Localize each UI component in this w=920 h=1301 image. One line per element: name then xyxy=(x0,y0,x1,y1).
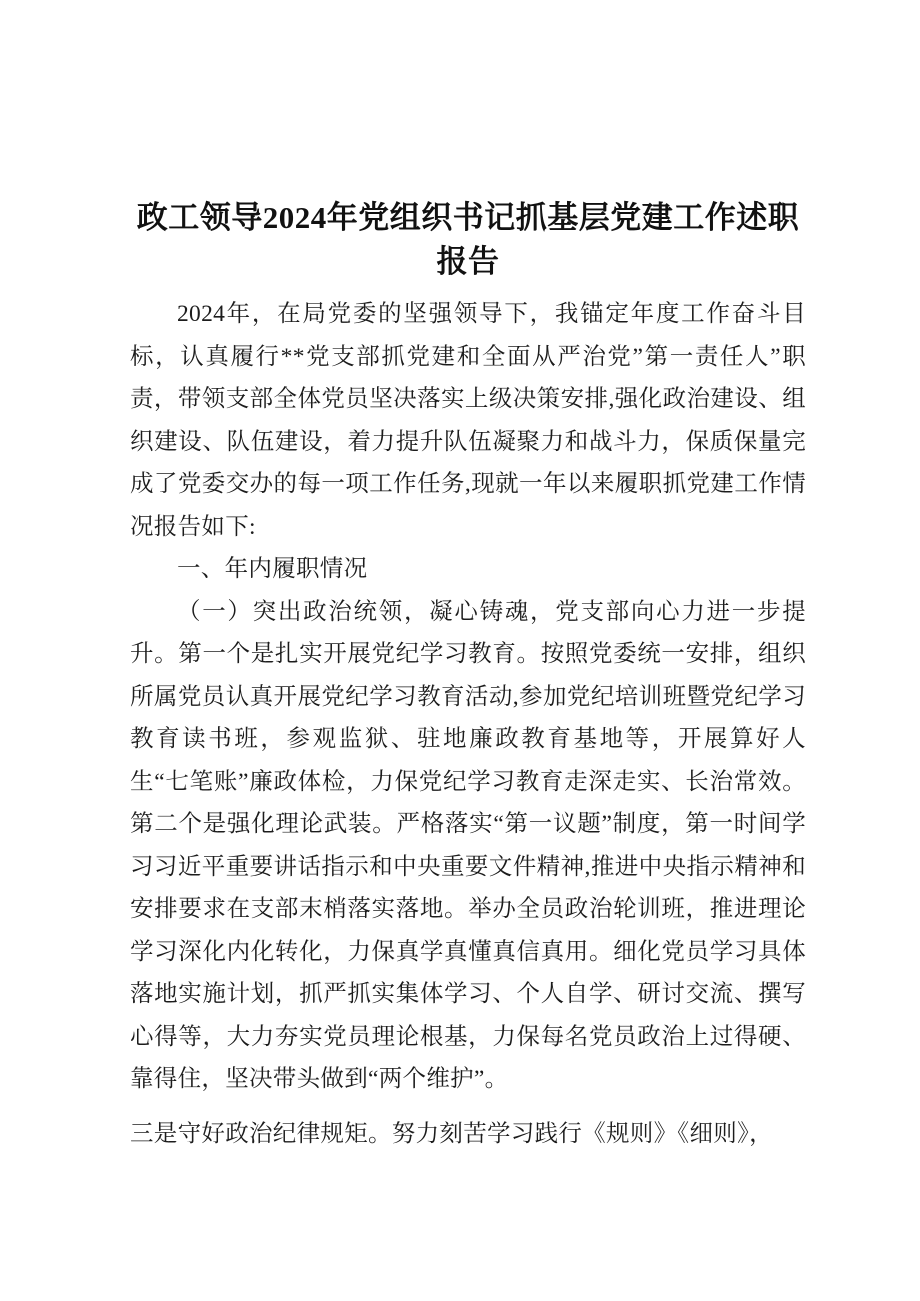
closing-paragraph: 三是守好政治纪律规矩。努力刻苦学习践行《规则》《细则》， xyxy=(130,1120,773,1147)
document-content xyxy=(130,196,806,1155)
intro-paragraph: 2024年，在局党委的坚强领导下，我锚定年度工作奋斗目标，认真履行**党支部抓党建和全面从严治党”第一责任人”职责，带领支部全体党员坚决落实上级决策安排,强化政治建设、组织建设、队伍建设，着力提升队伍凝聚力和战斗力，保质保量完成了党委交办的每一项工作任务,现就一年以来履职抓党建工作情况报告如下: xyxy=(130,301,806,540)
section-heading: 一、年内履职情况 xyxy=(177,556,368,582)
section-paragraph: （一）突出政治统领，凝心铸魂，党支部向心力进一步提升。第一个是扎实开展党纪学习教育。按照党委统一安排，组织所属党员认真开展党纪学习教育活动,参加党纪培训班暨党纪学习教育读书班，参观监狱、驻地廉政教育基地等，开展算好人生“七笔账”廉政体检，力保党纪学习教育走深走实、长治常效。第二个是强化理论武装。严格落实“第一议题”制度，第一时间学习习近平重要讲话指示和中央重要文件精神,推进中央指示精神和安排要求在支部末梢落实落地。举办全员政治轮训班，推进理论学习深化内化转化，力保真学真懂真信真用。细化党员学习具体落地实施计划，抓严抓实集体学习、个人自学、研讨交流、撰写心得等，大力夯实党员理论根基，力保每名党员政治上过得硬、靠得住，坚决带头做到“两个维护”。 xyxy=(130,598,806,1092)
document-title: 政工领导2024年党组织书记抓基层党建工作述职报告 xyxy=(136,200,800,279)
